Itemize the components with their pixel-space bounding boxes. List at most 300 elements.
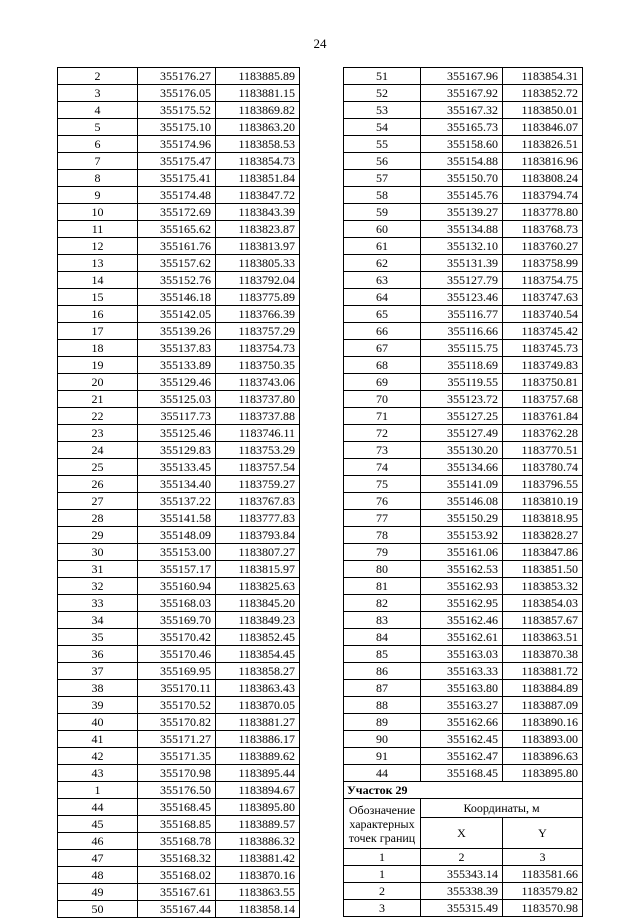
- point-number: 35: [58, 629, 138, 646]
- x-coordinate: 355343.14: [421, 866, 503, 883]
- table-row: [58, 510, 300, 527]
- y-coordinate: 1183828.27: [503, 527, 583, 544]
- x-coordinate: 355153.92: [421, 527, 503, 544]
- point-number: 44: [58, 799, 138, 816]
- table-row: [344, 204, 583, 221]
- designation-header: Обозначение характерных точек границ: [344, 799, 421, 849]
- x-coordinate: 355168.32: [138, 850, 216, 867]
- x-coordinate: 355167.61: [138, 884, 216, 901]
- table-row: [58, 119, 300, 136]
- point-number: 85: [344, 646, 421, 663]
- x-coordinate: 355165.73: [421, 119, 503, 136]
- section-title: Участок 29: [344, 782, 583, 799]
- x-coordinate: 355165.62: [138, 221, 216, 238]
- point-number: 78: [344, 527, 421, 544]
- y-coordinate: 1183767.83: [216, 493, 300, 510]
- table-row: [344, 697, 583, 714]
- table-row: [344, 595, 583, 612]
- point-number: 67: [344, 340, 421, 357]
- x-coordinate: 355163.80: [421, 680, 503, 697]
- x-coordinate: 355163.27: [421, 697, 503, 714]
- x-coordinate: 355116.77: [421, 306, 503, 323]
- x-coordinate: 355170.46: [138, 646, 216, 663]
- x-coordinate: 355145.76: [421, 187, 503, 204]
- y-coordinate: 1183886.32: [216, 833, 300, 850]
- y-coordinate: 1183793.84: [216, 527, 300, 544]
- point-number: 31: [58, 561, 138, 578]
- table-row: [344, 629, 583, 646]
- y-coordinate: 1183851.50: [503, 561, 583, 578]
- x-coordinate: 355139.27: [421, 204, 503, 221]
- table-row: [344, 391, 583, 408]
- y-coordinate: 1183766.39: [216, 306, 300, 323]
- x-coordinate: 355119.55: [421, 374, 503, 391]
- y-coordinate: 1183863.20: [216, 119, 300, 136]
- y-coordinate: 1183846.07: [503, 119, 583, 136]
- table-row: [58, 272, 300, 289]
- x-coordinate: 355167.44: [138, 901, 216, 918]
- point-number: 21: [58, 391, 138, 408]
- y-coordinate: 1183757.54: [216, 459, 300, 476]
- y-coordinate: 1183761.84: [503, 408, 583, 425]
- x-coordinate: 355116.66: [421, 323, 503, 340]
- point-number: 4: [58, 102, 138, 119]
- x-coordinate: 355115.75: [421, 340, 503, 357]
- table-row: [58, 85, 300, 102]
- coordinates-table-right: [343, 67, 583, 917]
- x-coordinate: 355146.08: [421, 493, 503, 510]
- point-number: 6: [58, 136, 138, 153]
- table-row: [344, 663, 583, 680]
- y-coordinate: 1183754.73: [216, 340, 300, 357]
- x-coordinate: 355168.45: [421, 765, 503, 782]
- table-row: [58, 731, 300, 748]
- x-coordinate: 355117.73: [138, 408, 216, 425]
- y-coordinate: 1183750.35: [216, 357, 300, 374]
- y-coordinate: 1183826.51: [503, 136, 583, 153]
- point-number: 3: [58, 85, 138, 102]
- table-row: [344, 527, 583, 544]
- point-number: 10: [58, 204, 138, 221]
- point-number: 42: [58, 748, 138, 765]
- table-row: [344, 68, 583, 85]
- table-row: [58, 221, 300, 238]
- table-row: [344, 765, 583, 782]
- table-row: [344, 357, 583, 374]
- table-row: [58, 578, 300, 595]
- x-coordinate: 355161.76: [138, 238, 216, 255]
- x-coordinate: 355167.96: [421, 68, 503, 85]
- table-row: [344, 102, 583, 119]
- point-number: 83: [344, 612, 421, 629]
- y-coordinate: 1183863.55: [216, 884, 300, 901]
- x-coordinate: 355168.78: [138, 833, 216, 850]
- x-coordinate: 355125.03: [138, 391, 216, 408]
- point-number: 1: [58, 782, 138, 799]
- table-row: [58, 629, 300, 646]
- y-coordinate: 1183869.82: [216, 102, 300, 119]
- table-row: [344, 119, 583, 136]
- table-row: [344, 748, 583, 765]
- point-number: 5: [58, 119, 138, 136]
- y-coordinate: 1183579.82: [503, 883, 583, 900]
- table-row: [344, 374, 583, 391]
- point-number: 73: [344, 442, 421, 459]
- point-number: 30: [58, 544, 138, 561]
- point-number: 64: [344, 289, 421, 306]
- y-coordinate: 1183854.31: [503, 68, 583, 85]
- x-coordinate: 355141.58: [138, 510, 216, 527]
- table-row: [58, 340, 300, 357]
- x-coordinate: 355176.05: [138, 85, 216, 102]
- table-row: [58, 442, 300, 459]
- x-coordinate: 355129.46: [138, 374, 216, 391]
- point-number: 2: [344, 883, 421, 900]
- x-coordinate: 355175.47: [138, 153, 216, 170]
- x-coordinate: 355131.39: [421, 255, 503, 272]
- point-number: 87: [344, 680, 421, 697]
- table-row: [58, 238, 300, 255]
- point-number: 90: [344, 731, 421, 748]
- y-coordinate: 1183895.80: [503, 765, 583, 782]
- y-header: Y: [503, 818, 583, 849]
- y-coordinate: 1183881.15: [216, 85, 300, 102]
- x-coordinate: 355125.46: [138, 425, 216, 442]
- x-coordinate: 355174.96: [138, 136, 216, 153]
- point-number: 71: [344, 408, 421, 425]
- table-row: [58, 867, 300, 884]
- table-row: [344, 578, 583, 595]
- y-coordinate: 1183863.43: [216, 680, 300, 697]
- coordinates-table-left: [57, 67, 300, 918]
- column-number-1: 1: [344, 849, 421, 866]
- y-coordinate: 1183740.54: [503, 306, 583, 323]
- table-row: [58, 425, 300, 442]
- y-coordinate: 1183858.53: [216, 136, 300, 153]
- table-row: [58, 595, 300, 612]
- y-coordinate: 1183881.42: [216, 850, 300, 867]
- table-row: [344, 221, 583, 238]
- y-coordinate: 1183759.27: [216, 476, 300, 493]
- x-coordinate: 355137.22: [138, 493, 216, 510]
- point-number: 26: [58, 476, 138, 493]
- x-coordinate: 355162.47: [421, 748, 503, 765]
- table-row: [58, 527, 300, 544]
- x-coordinate: 355171.35: [138, 748, 216, 765]
- x-coordinate: 355146.18: [138, 289, 216, 306]
- y-coordinate: 1183737.80: [216, 391, 300, 408]
- point-number: 7: [58, 153, 138, 170]
- table-row: [58, 68, 300, 85]
- x-coordinate: 355338.39: [421, 883, 503, 900]
- point-number: 77: [344, 510, 421, 527]
- table-row: [344, 714, 583, 731]
- point-number: 86: [344, 663, 421, 680]
- table-row: [58, 255, 300, 272]
- y-coordinate: 1183854.73: [216, 153, 300, 170]
- point-number: 44: [344, 765, 421, 782]
- table-row: [58, 782, 300, 799]
- x-coordinate: 355142.05: [138, 306, 216, 323]
- column-number-3: 3: [503, 849, 583, 866]
- x-coordinate: 355157.17: [138, 561, 216, 578]
- y-coordinate: 1183858.27: [216, 663, 300, 680]
- table-row: [344, 255, 583, 272]
- table-row: [58, 697, 300, 714]
- point-number: 82: [344, 595, 421, 612]
- point-number: 22: [58, 408, 138, 425]
- y-coordinate: 1183852.72: [503, 85, 583, 102]
- x-coordinate: 355162.46: [421, 612, 503, 629]
- x-coordinate: 355130.20: [421, 442, 503, 459]
- point-number: 47: [58, 850, 138, 867]
- y-coordinate: 1183890.16: [503, 714, 583, 731]
- table-row: [58, 901, 300, 918]
- point-number: 49: [58, 884, 138, 901]
- y-coordinate: 1183815.97: [216, 561, 300, 578]
- y-coordinate: 1183768.73: [503, 221, 583, 238]
- table-row: [344, 561, 583, 578]
- x-coordinate: 355167.92: [421, 85, 503, 102]
- table-row: [58, 544, 300, 561]
- x-coordinate: 355170.52: [138, 697, 216, 714]
- point-number: 28: [58, 510, 138, 527]
- table-row: [58, 816, 300, 833]
- x-header: X: [421, 818, 503, 849]
- y-coordinate: 1183853.32: [503, 578, 583, 595]
- y-coordinate: 1183581.66: [503, 866, 583, 883]
- table-row: [344, 459, 583, 476]
- y-coordinate: 1183792.04: [216, 272, 300, 289]
- x-coordinate: 355175.10: [138, 119, 216, 136]
- table-row: [344, 493, 583, 510]
- table-row: [344, 646, 583, 663]
- table-row: [58, 357, 300, 374]
- x-coordinate: 355134.88: [421, 221, 503, 238]
- table-row: [58, 374, 300, 391]
- x-coordinate: 355132.10: [421, 238, 503, 255]
- table-row: [344, 272, 583, 289]
- point-number: 1: [344, 866, 421, 883]
- y-coordinate: 1183870.16: [216, 867, 300, 884]
- x-coordinate: 355170.11: [138, 680, 216, 697]
- point-number: 13: [58, 255, 138, 272]
- x-coordinate: 355171.27: [138, 731, 216, 748]
- x-coordinate: 355137.83: [138, 340, 216, 357]
- y-coordinate: 1183760.27: [503, 238, 583, 255]
- point-number: 58: [344, 187, 421, 204]
- table-row: [58, 289, 300, 306]
- point-number: 36: [58, 646, 138, 663]
- table-row: [58, 153, 300, 170]
- y-coordinate: 1183758.99: [503, 255, 583, 272]
- point-number: 65: [344, 306, 421, 323]
- point-number: 55: [344, 136, 421, 153]
- point-number: 57: [344, 170, 421, 187]
- x-coordinate: 355169.95: [138, 663, 216, 680]
- point-number: 34: [58, 612, 138, 629]
- table-row: [58, 493, 300, 510]
- y-coordinate: 1183845.20: [216, 595, 300, 612]
- point-number: 2: [58, 68, 138, 85]
- table-row: [58, 748, 300, 765]
- y-coordinate: 1183857.67: [503, 612, 583, 629]
- table-row: [344, 680, 583, 697]
- table-row: [344, 187, 583, 204]
- table-row: [344, 153, 583, 170]
- point-number: 39: [58, 697, 138, 714]
- y-coordinate: 1183886.17: [216, 731, 300, 748]
- y-coordinate: 1183894.67: [216, 782, 300, 799]
- x-coordinate: 355134.66: [421, 459, 503, 476]
- table-row: [344, 731, 583, 748]
- y-coordinate: 1183757.29: [216, 323, 300, 340]
- table-row: [344, 238, 583, 255]
- point-number: 18: [58, 340, 138, 357]
- point-number: 43: [58, 765, 138, 782]
- x-coordinate: 355123.46: [421, 289, 503, 306]
- table-row: [344, 883, 583, 900]
- y-coordinate: 1183895.44: [216, 765, 300, 782]
- point-number: 72: [344, 425, 421, 442]
- x-coordinate: 355150.29: [421, 510, 503, 527]
- table-row: [58, 459, 300, 476]
- section-header-row: [344, 799, 583, 818]
- point-number: 33: [58, 595, 138, 612]
- y-coordinate: 1183843.39: [216, 204, 300, 221]
- table-row: [58, 187, 300, 204]
- y-coordinate: 1183808.24: [503, 170, 583, 187]
- point-number: 25: [58, 459, 138, 476]
- page-number: 24: [313, 36, 327, 51]
- y-coordinate: 1183825.63: [216, 578, 300, 595]
- point-number: 9: [58, 187, 138, 204]
- x-coordinate: 355168.85: [138, 816, 216, 833]
- y-coordinate: 1183747.63: [503, 289, 583, 306]
- table-row: [58, 561, 300, 578]
- table-row: [58, 391, 300, 408]
- point-number: 46: [58, 833, 138, 850]
- x-coordinate: 355175.41: [138, 170, 216, 187]
- y-coordinate: 1183870.38: [503, 646, 583, 663]
- table-row: [58, 204, 300, 221]
- x-coordinate: 355176.27: [138, 68, 216, 85]
- x-coordinate: 355162.45: [421, 731, 503, 748]
- x-coordinate: 355315.49: [421, 900, 503, 917]
- point-number: 80: [344, 561, 421, 578]
- point-number: 50: [58, 901, 138, 918]
- x-coordinate: 355134.40: [138, 476, 216, 493]
- table-row: [58, 136, 300, 153]
- table-row: [58, 680, 300, 697]
- point-number: 8: [58, 170, 138, 187]
- column-number-2: 2: [421, 849, 503, 866]
- table-row: [58, 884, 300, 901]
- y-coordinate: 1183770.51: [503, 442, 583, 459]
- x-coordinate: 355154.88: [421, 153, 503, 170]
- point-number: 51: [344, 68, 421, 85]
- x-coordinate: 355170.82: [138, 714, 216, 731]
- y-coordinate: 1183858.14: [216, 901, 300, 918]
- y-coordinate: 1183884.89: [503, 680, 583, 697]
- x-coordinate: 355175.52: [138, 102, 216, 119]
- table-row: [58, 765, 300, 782]
- x-coordinate: 355150.70: [421, 170, 503, 187]
- point-number: 79: [344, 544, 421, 561]
- table-row: [344, 900, 583, 917]
- table-row: [344, 85, 583, 102]
- point-number: 88: [344, 697, 421, 714]
- section-title-row: [344, 782, 583, 799]
- y-coordinate: 1183852.45: [216, 629, 300, 646]
- table-row: [344, 408, 583, 425]
- point-number: 59: [344, 204, 421, 221]
- x-coordinate: 355161.06: [421, 544, 503, 561]
- point-number: 37: [58, 663, 138, 680]
- x-coordinate: 355148.09: [138, 527, 216, 544]
- y-coordinate: 1183805.33: [216, 255, 300, 272]
- y-coordinate: 1183850.01: [503, 102, 583, 119]
- y-coordinate: 1183777.83: [216, 510, 300, 527]
- point-number: 24: [58, 442, 138, 459]
- point-number: 63: [344, 272, 421, 289]
- point-number: 41: [58, 731, 138, 748]
- y-coordinate: 1183743.06: [216, 374, 300, 391]
- point-number: 84: [344, 629, 421, 646]
- point-number: 76: [344, 493, 421, 510]
- y-coordinate: 1183896.63: [503, 748, 583, 765]
- table-row: [58, 408, 300, 425]
- table-row: [344, 866, 583, 883]
- x-coordinate: 355162.61: [421, 629, 503, 646]
- coordinates-header: Координаты, м: [421, 799, 583, 818]
- y-coordinate: 1183887.09: [503, 697, 583, 714]
- table-row: [344, 170, 583, 187]
- y-coordinate: 1183863.51: [503, 629, 583, 646]
- point-number: 68: [344, 357, 421, 374]
- point-number: 53: [344, 102, 421, 119]
- point-number: 62: [344, 255, 421, 272]
- x-coordinate: 355162.66: [421, 714, 503, 731]
- y-coordinate: 1183851.84: [216, 170, 300, 187]
- table-row: [344, 476, 583, 493]
- point-number: 32: [58, 578, 138, 595]
- point-number: 74: [344, 459, 421, 476]
- y-coordinate: 1183849.23: [216, 612, 300, 629]
- point-number: 89: [344, 714, 421, 731]
- point-number: 20: [58, 374, 138, 391]
- x-coordinate: 355127.25: [421, 408, 503, 425]
- x-coordinate: 355168.02: [138, 867, 216, 884]
- table-row: [58, 102, 300, 119]
- x-coordinate: 355141.09: [421, 476, 503, 493]
- y-coordinate: 1183881.27: [216, 714, 300, 731]
- point-number: 69: [344, 374, 421, 391]
- y-coordinate: 1183847.86: [503, 544, 583, 561]
- x-coordinate: 355168.03: [138, 595, 216, 612]
- point-number: 38: [58, 680, 138, 697]
- point-number: 27: [58, 493, 138, 510]
- column-number-row: [344, 849, 583, 866]
- x-coordinate: 355168.45: [138, 799, 216, 816]
- table-row: [58, 714, 300, 731]
- y-coordinate: 1183870.05: [216, 697, 300, 714]
- table-row: [344, 612, 583, 629]
- point-number: 11: [58, 221, 138, 238]
- y-coordinate: 1183810.19: [503, 493, 583, 510]
- y-coordinate: 1183737.88: [216, 408, 300, 425]
- y-coordinate: 1183753.29: [216, 442, 300, 459]
